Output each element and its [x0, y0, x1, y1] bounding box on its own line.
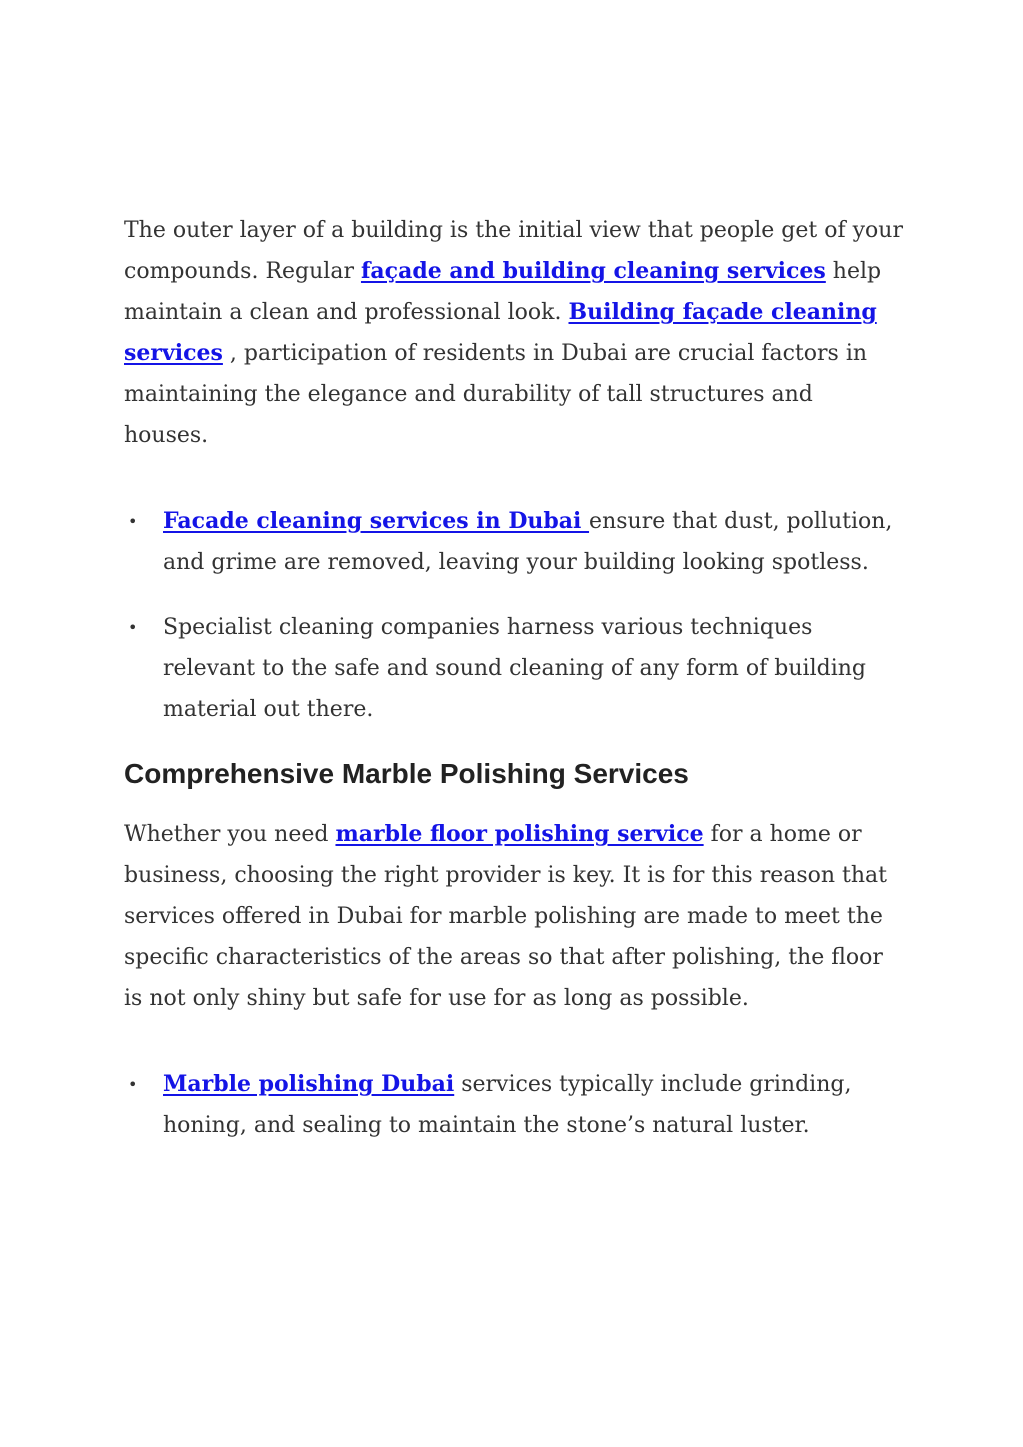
bullet-icon: • — [128, 512, 138, 531]
marble-section-heading: Comprehensive Marble Polishing Services — [124, 758, 689, 789]
marble-bullet-list — [124, 1064, 904, 1146]
intro-text-2: help maintain a clean and professional look. — [124, 259, 882, 325]
list-item — [124, 607, 904, 730]
list-item-text: Specialist cleaning companies harness various techniques relevant to the safe and sound cleaning of any form of building material out there. — [163, 615, 866, 722]
intro-text-1: The outer layer of a building is the initial view that people get of your compounds. Regular — [124, 218, 903, 284]
list-item-text: services typically include grinding, honing, and sealing to maintain the stone’s natural luster. — [163, 1072, 852, 1138]
intro-text-3: , participation of residents in Dubai are crucial factors in maintaining the elegance and durability of tall structures and houses. — [124, 341, 868, 448]
marble-polishing-dubai-link[interactable]: Marble polishing Dubai — [163, 1071, 455, 1097]
marble-paragraph — [124, 814, 904, 1019]
list-item — [124, 1064, 904, 1146]
facade-bullet-list — [124, 501, 904, 730]
marble-text-2: for a home or business, choosing the right provider is key. It is for this reason that services offered in Dubai for marble polishing are made to meet the specific characteristics of the areas so that after polishing, the floor is not only shiny but safe for use for as long as possible. — [124, 822, 888, 1011]
list-item — [124, 501, 904, 583]
building-facade-cleaning-link[interactable]: Building façade cleaning services — [124, 299, 877, 366]
marble-text-1: Whether you need — [124, 822, 336, 847]
bullet-icon: • — [128, 1075, 138, 1094]
marble-floor-polishing-link[interactable]: marble floor polishing service — [335, 821, 704, 847]
intro-paragraph — [124, 210, 904, 456]
facade-cleaning-dubai-link[interactable]: Facade cleaning services in Dubai — [163, 508, 590, 534]
document-page — [124, 210, 904, 1170]
facade-building-cleaning-link[interactable]: façade and building cleaning services — [360, 258, 826, 284]
bullet-icon: • — [128, 618, 138, 637]
list-item-text: ensure that dust, pollution, and grime are removed, leaving your building looking spotless. — [163, 509, 893, 575]
